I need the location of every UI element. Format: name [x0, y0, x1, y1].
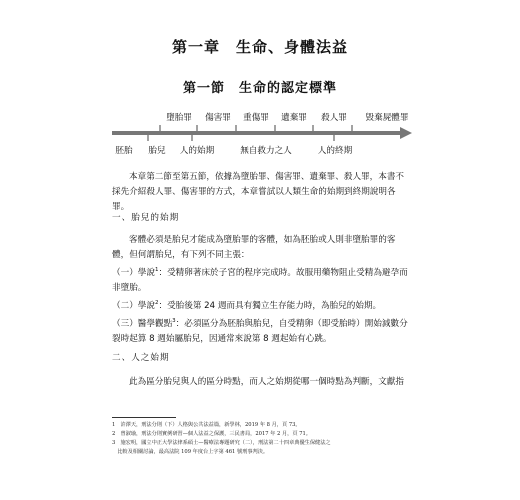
timeline-diagram	[0, 108, 520, 160]
theory-item-1-label: （一）學說	[112, 267, 155, 278]
footnote-3-continued: 比較及相關討論，最高法院 109 年度台上字第 461 號刑事判決。	[112, 449, 269, 455]
timeline-bar	[112, 131, 400, 135]
fetus-paragraph-text: 客體必須是胎兒才能成為墮胎罪的客體，如為胚胎或人則非墮胎罪的客體，但何謂胎兒，有下列不同主張：	[112, 235, 396, 260]
footnote-divider	[112, 417, 176, 418]
theory-item-3	[112, 314, 410, 347]
intro-paragraph-text: 本章第二節至第五節，依據為墮胎罪、傷害罪、遺棄罪、殺人罪，本書不採先介紹殺人罪、傷害罪的方式，本章嘗試以人類生命的始期到終期說明各罪。	[112, 172, 405, 212]
timeline-label-abortion: 墮胎罪	[166, 113, 192, 123]
timeline-label-abandonment: 遺棄罪	[281, 113, 307, 123]
footnotes	[112, 421, 412, 457]
footnote-ref-1: 1	[154, 267, 159, 273]
timeline-label-corpse-destruction: 毀棄屍體罪	[365, 113, 409, 123]
theory-item-3-text: ：必須區分為胚胎與胎兒，自受精卵（即受胎時）開始減數分裂時起算 8 週始屬胎兒，因通常來說第 8 週起始有心跳。	[112, 318, 408, 344]
person-paragraph	[112, 375, 410, 390]
timeline-label-homicide: 殺人罪	[321, 113, 347, 123]
section-title: 第一節 生命的認定標準	[182, 81, 337, 96]
subhead-fetus-beginning: 一、胎兒的始期	[112, 213, 180, 223]
theory-item-1-text: ：受精卵著床於子宮的程序完成時。故服用藥物阻止受精為避孕而非墮胎。	[112, 267, 408, 293]
theory-item-2	[112, 296, 410, 314]
timeline-label-end-of-person: 人的終期	[317, 146, 353, 156]
footnote-1: 1 許澤天，刑法分則（下）人格與公共法益篇，新學林，2019 年 8 月，頁 73。	[112, 422, 301, 428]
footnote-ref-3: 3	[172, 317, 176, 324]
person-paragraph-text: 此為區分胎兒與人的區分時點，而人之始期從哪一個時點為判斷，文獻指	[129, 377, 405, 387]
footnote-3: 3 施宏明，國立中正大學法律系碩士—醫療法專題研究（二），刑法第二十四章典優生保健法之	[112, 440, 331, 446]
theory-item-3-label: （三）醫學觀點	[112, 318, 173, 329]
footnote-ref-2: 2	[154, 299, 159, 306]
timeline-label-beginning-of-person: 人的始期	[179, 146, 215, 156]
timeline-label-injury: 傷害罪	[205, 113, 231, 123]
timeline-label-embryo: 胚胎	[115, 146, 133, 156]
subhead-person-beginning: 二、人之始期	[112, 353, 170, 363]
chapter-title: 第一章 生命、身體法益	[171, 38, 348, 56]
timeline-arrowhead	[400, 127, 412, 139]
fetus-paragraph	[112, 233, 410, 347]
timeline-label-helpless-person: 無自救力之人	[240, 146, 292, 156]
timeline-label-serious-injury: 重傷罪	[243, 113, 269, 123]
theory-item-2-label: （二）學說	[112, 300, 155, 311]
footnote-2: 2 曾淑瑜，刑法分則實例研習—個人法益之保護，三民書局，2017 年 2 月，頁 71。	[112, 431, 311, 437]
intro-paragraph	[112, 170, 410, 215]
theory-item-2-text: ：受胎後第 24 週而具有獨立生存能力時，為胎兒的始期。	[158, 300, 382, 311]
timeline-label-fetus: 胎兒	[148, 146, 166, 156]
theory-item-1	[112, 263, 410, 296]
